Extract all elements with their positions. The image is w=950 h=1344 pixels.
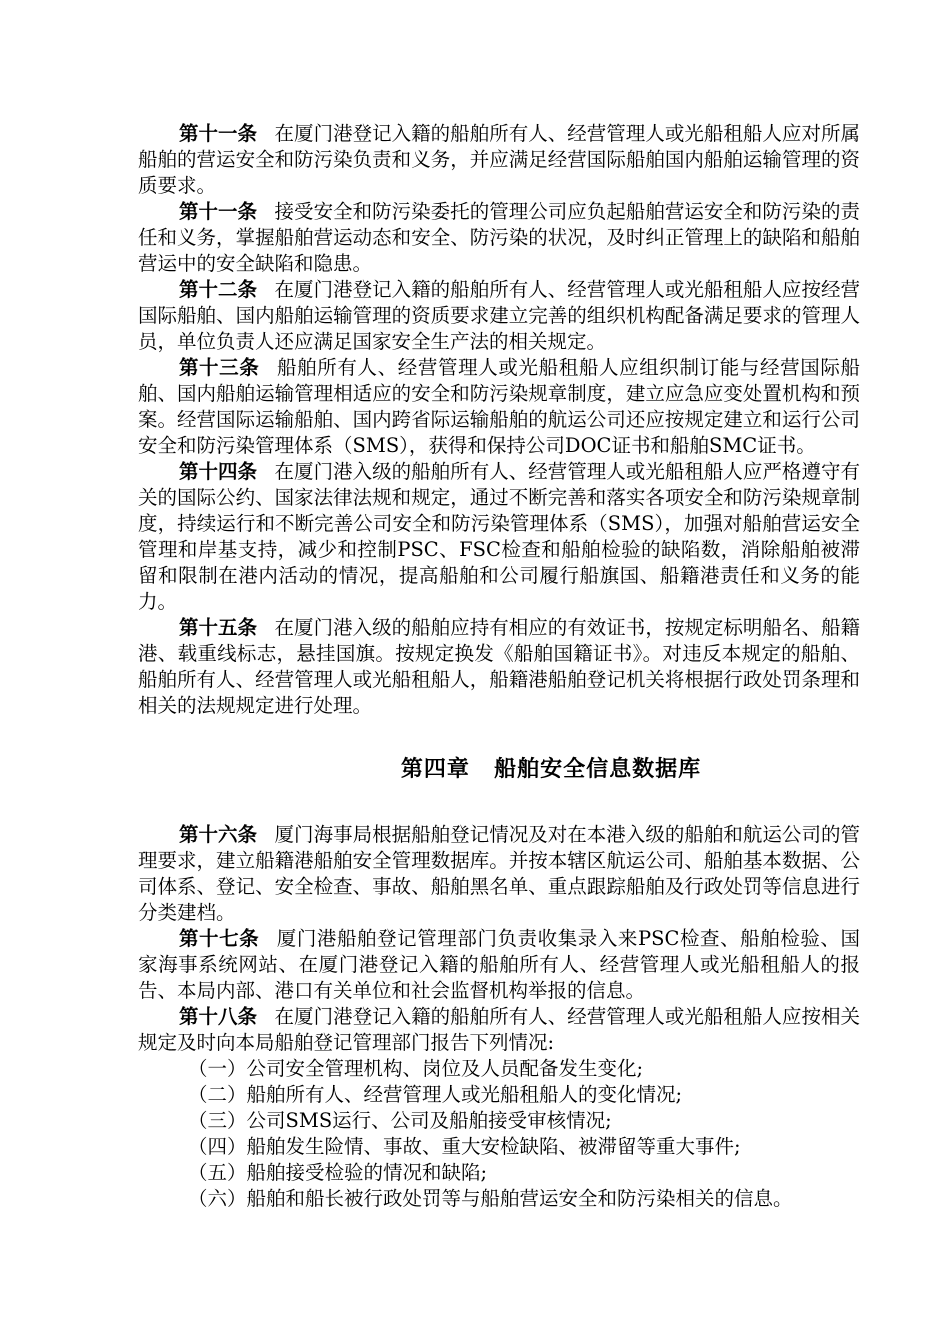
article-number: 第十四条: [178, 460, 257, 483]
chapter-heading: [190, 755, 912, 785]
article-text: 厦门港船舶登记管理部门负责收集录入来PSC检查、船舶检验、国家海事系统网站、在厦门港登记入籍的船舶所有人、经营管理人或光船租船人的报告、本局内部、港口有关单位和社会监督机构举报的信息。: [138, 927, 860, 1002]
article-paragraph: [138, 615, 860, 719]
article-number: 第十一条: [178, 200, 257, 223]
article-text: 在厦门港登记入籍的船舶所有人、经营管理人或光船租船人应按相关规定及时向本局船舶登记管理部门报告下列情况:: [138, 1005, 860, 1054]
chapter-title: 船舶安全信息数据库: [494, 757, 702, 782]
list-item: （三）公司SMS运行、公司及船舶接受审核情况;: [188, 1109, 612, 1132]
article-paragraph: [138, 926, 860, 1004]
document-body: [138, 121, 860, 1212]
article-number: 第十六条: [178, 823, 257, 846]
list-item: （四）船舶发生险情、事故、重大安检缺陷、被滞留等重大事件;: [188, 1135, 741, 1158]
article-text: 在厦门港登记入籍的船舶所有人、经营管理人或光船租船人应按经营国际船舶、国内船舶运输管理的资质要求建立完善的组织机构配备满足要求的管理人员，单位负责人还应满足国家安全生产法的相关规定。: [138, 278, 860, 353]
article-text: 在厦门港入级的船舶所有人、经营管理人或光船租船人应严格遵守有关的国际公约、国家法律法规和规定，通过不断完善和落实各项安全和防污染规章制度，持续运行和不断完善公司安全和防污染管理体系（SMS），加强对船舶营运安全管理和岸基支持，减少和控制PSC、FSC检查和船舶检验的缺陷数，消除船舶被滞留和限制在港内活动的情况，提高船舶和公司履行船旗国、船籍港责任和义务的能力。: [138, 460, 860, 613]
article-text: 厦门海事局根据船舶登记情况及对在本港入级的船舶和航运公司的管理要求，建立船籍港船舶安全管理数据库。并按本辖区航运公司、船舶基本数据、公司体系、登记、安全检查、事故、船舶黑名单、重点跟踪船舶及行政处罚等信息进行分类建档。: [138, 823, 860, 924]
list-item: （六）船舶和船长被行政处罚等与船舶营运安全和防污染相关的信息。: [188, 1187, 793, 1210]
article-paragraph: [138, 121, 860, 199]
article-text: 在厦门港登记入籍的船舶所有人、经营管理人或光船租船人应对所属船舶的营运安全和防污染负责和义务，并应满足经营国际船舶国内船舶运输管理的资质要求。: [138, 122, 860, 197]
article-paragraph: [138, 1004, 860, 1056]
article-text: 接受安全和防污染委托的管理公司应负起船舶营运安全和防污染的责任和义务，掌握船舶营运动态和安全、防污染的状况，及时纠正管理上的缺陷和船舶营运中的安全缺陷和隐患。: [138, 200, 860, 275]
article-paragraph: [138, 277, 860, 355]
list-item: （二）船舶所有人、经营管理人或光船租船人的变化情况;: [188, 1083, 683, 1106]
article-number: 第十二条: [178, 278, 257, 301]
article-paragraph: [138, 199, 860, 277]
article-number: 第十三条: [178, 356, 260, 379]
chapter-number: 第四章: [400, 757, 470, 782]
article-number: 第十五条: [178, 616, 257, 639]
article-paragraph: [138, 459, 860, 615]
article-number: 第十七条: [178, 927, 260, 950]
article-number: 第十八条: [178, 1005, 257, 1028]
article-number: 第十一条: [178, 122, 257, 145]
article-paragraph: [138, 355, 860, 459]
article-text: 船舶所有人、经营管理人或光船租船人应组织制订能与经营国际船舶、国内船舶运输管理相适应的安全和防污染规章制度，建立应急应变处置机构和预案。经营国际运输船舶、国内跨省际运输船舶的航运公司还应按规定建立和运行公司安全和防污染管理体系（SMS），获得和保持公司DOC证书和船舶SMC证书。: [138, 356, 860, 457]
article-text: 在厦门港入级的船舶应持有相应的有效证书，按规定标明船名、船籍港、载重线标志，悬挂国旗。按规定换发《船舶国籍证书》。对违反本规定的船舶、船舶所有人、经营管理人或光船租船人，船籍港船舶登记机关将根据行政处罚条理和相关的法规规定进行处理。: [138, 616, 860, 717]
article-paragraph: [138, 822, 860, 926]
list-item: （五）船舶接受检验的情况和缺陷;: [188, 1161, 488, 1184]
list-item: （一）公司安全管理机构、岗位及人员配备发生变化;: [188, 1057, 644, 1080]
